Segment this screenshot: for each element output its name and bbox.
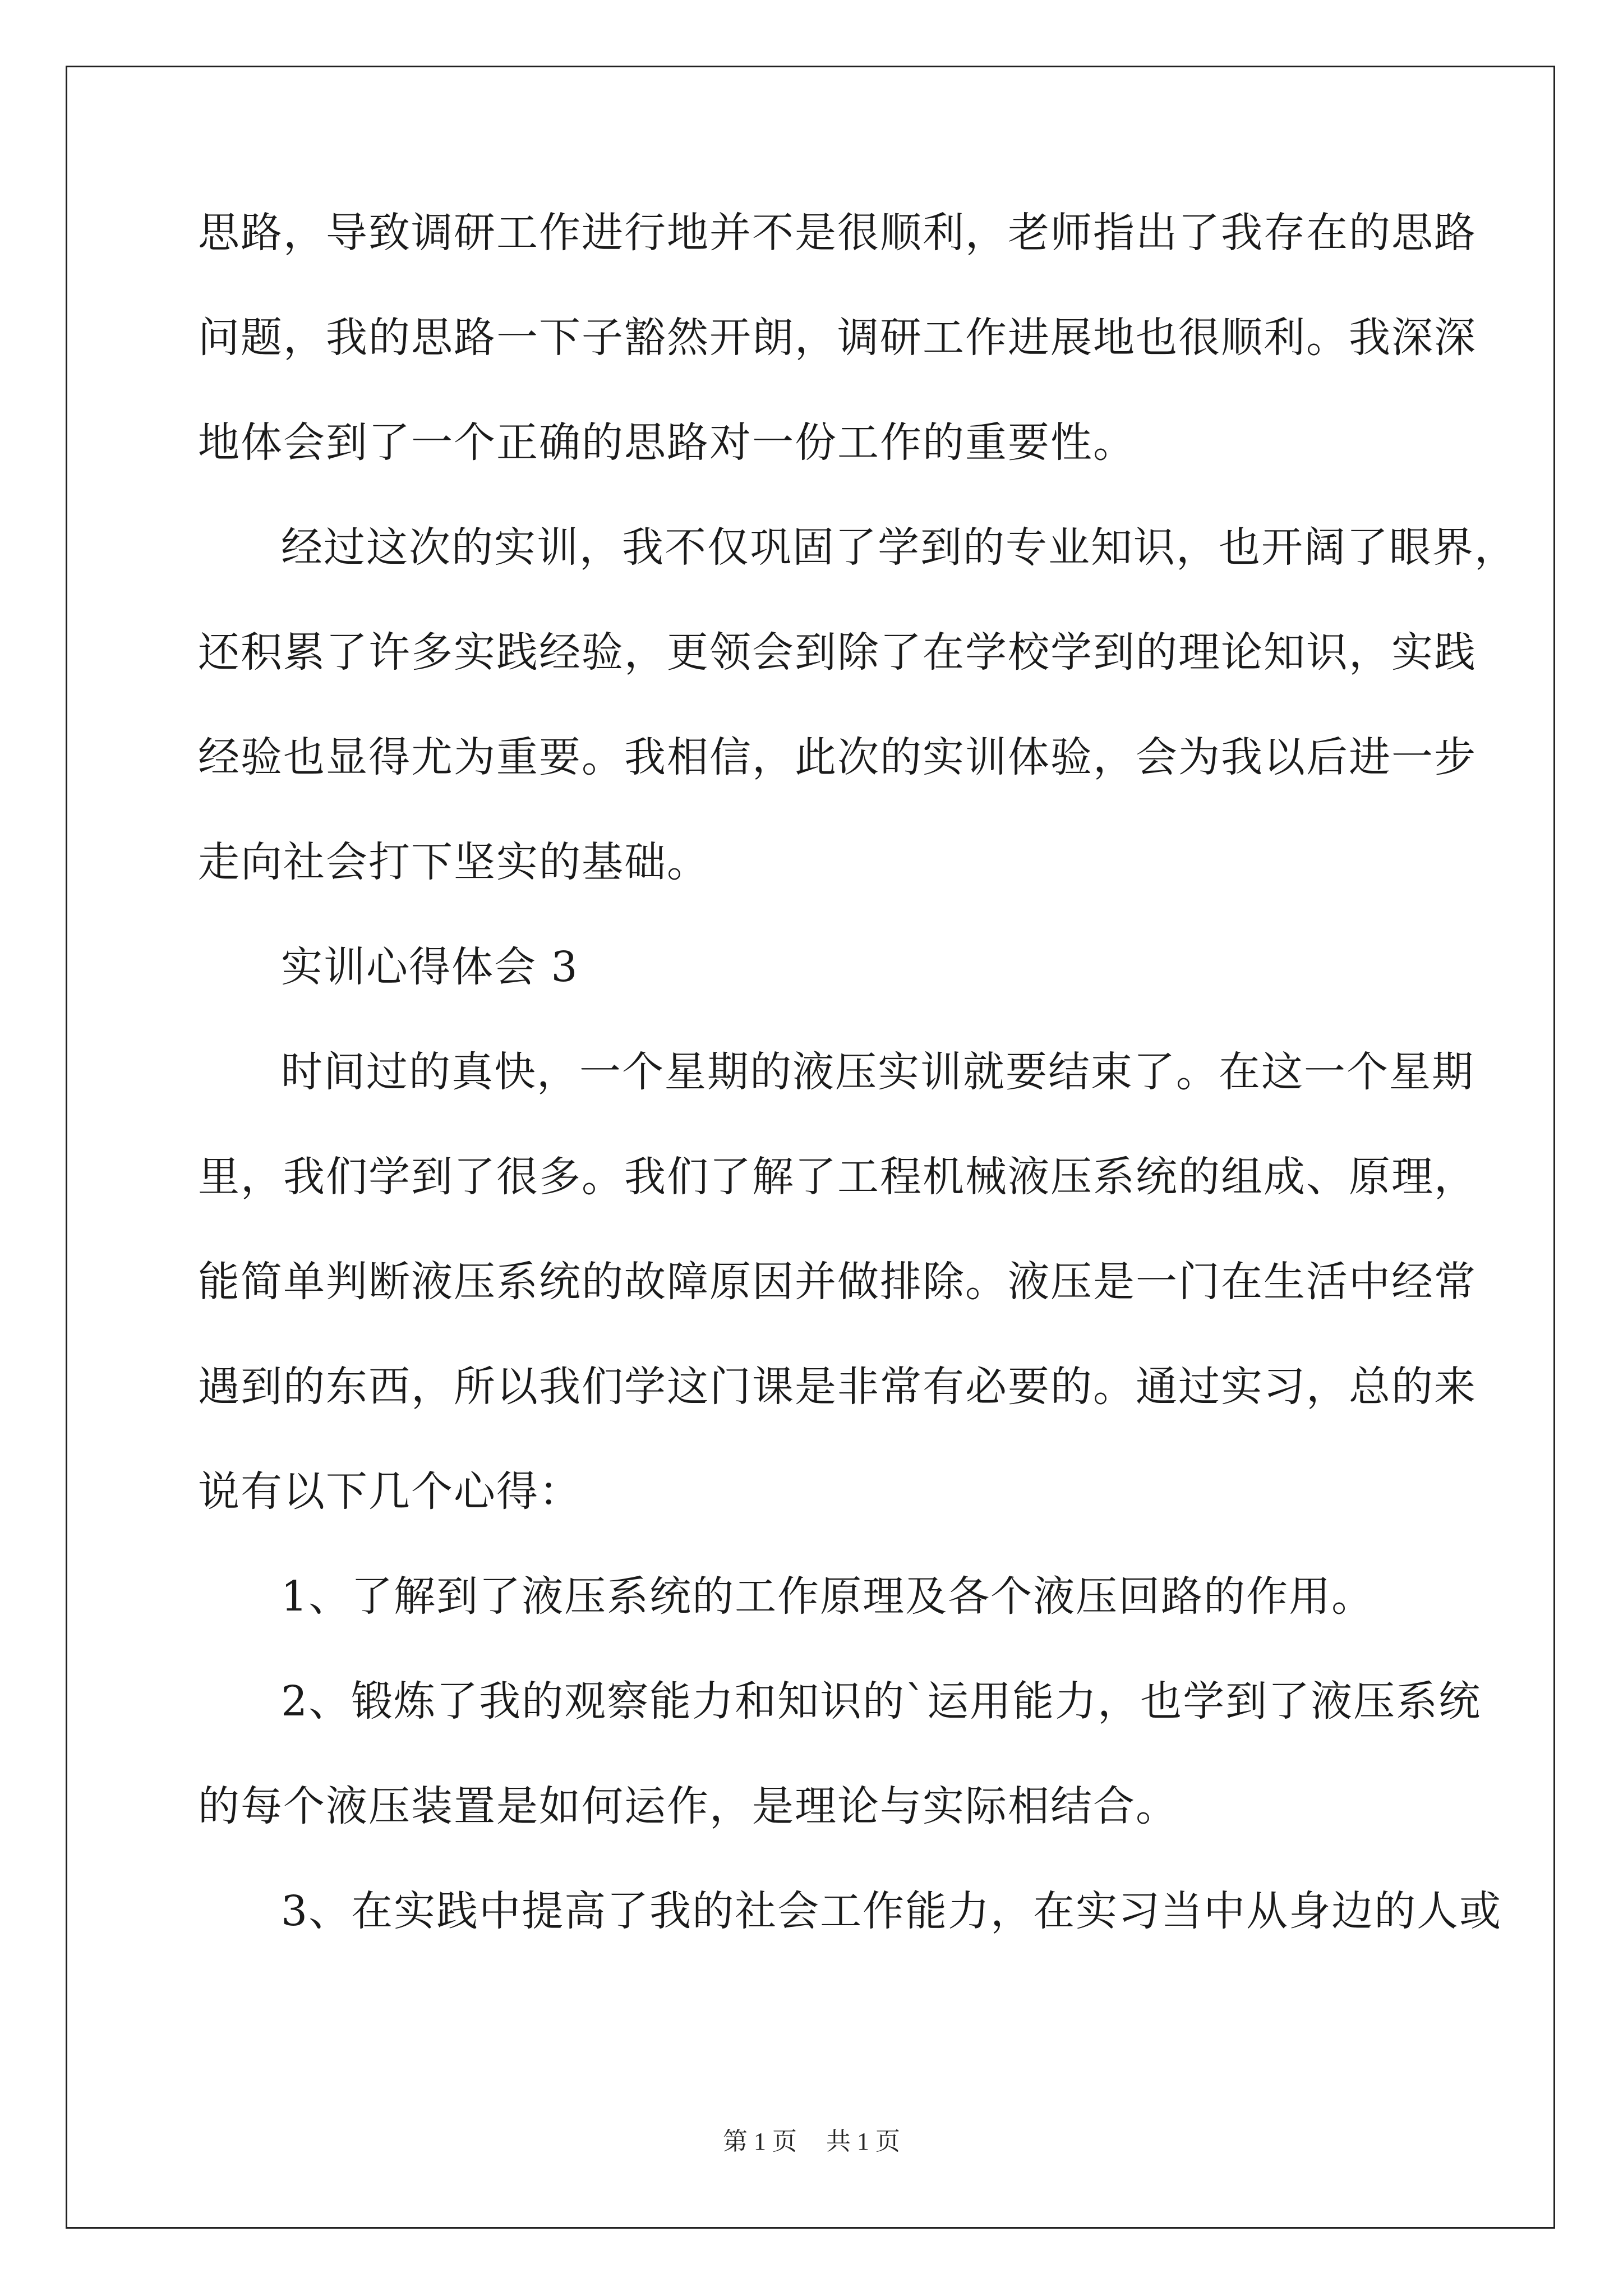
text-line: 的每个液压装置是如何运作，是理论与实际相结合。 [198,1782,1178,1830]
text-line: 遇到的东西，所以我们学这门课是非常有必要的。通过实习，总的来 [198,1363,1477,1411]
text-line: 经过这次的实训，我不仅巩固了学到的专业知识，也开阔了眼界， [281,523,1517,572]
text-line: 能简单判断液压系统的故障原因并做排除。液压是一门在生活中经常 [198,1258,1477,1306]
list-item: 2、锻炼了我的观察能力和知识的`运用能力，也学到了液压系统 [281,1677,1482,1726]
text-line: 里，我们学到了很多。我们了解了工程机械液压系统的组成、原理， [198,1153,1477,1201]
text-line: 时间过的真快，一个星期的液压实训就要结束了。在这一个星期 [281,1048,1474,1096]
text-line: 还积累了许多实践经验，更领会到除了在学校学到的理论知识，实践 [198,628,1477,677]
section-heading: 实训心得体会 3 [281,943,579,991]
page-footer [0,2126,1623,2157]
text-line: 地体会到了一个正确的思路对一份工作的重要性。 [198,418,1136,467]
page-number: 第 1 页 [723,2128,797,2155]
document-body [198,208,1517,1991]
text-line: 问题，我的思路一下子豁然开朗，调研工作进展地也很顺利。我深深 [198,314,1477,362]
text-line: 走向社会打下坚实的基础。 [198,838,709,886]
page-count: 共 1 页 [826,2128,900,2155]
list-item: 1、了解到了液压系统的工作原理及各个液压回路的作用。 [281,1572,1375,1621]
list-item: 3、在实践中提高了我的社会工作能力，在实习当中从身边的人或 [281,1887,1502,1935]
text-line: 说有以下几个心得： [198,1467,582,1516]
text-line: 经验也显得尤为重要。我相信，此次的实训体验，会为我以后进一步 [198,733,1477,781]
text-line: 思路，导致调研工作进行地并不是很顺利，老师指出了我存在的思路 [198,209,1477,257]
